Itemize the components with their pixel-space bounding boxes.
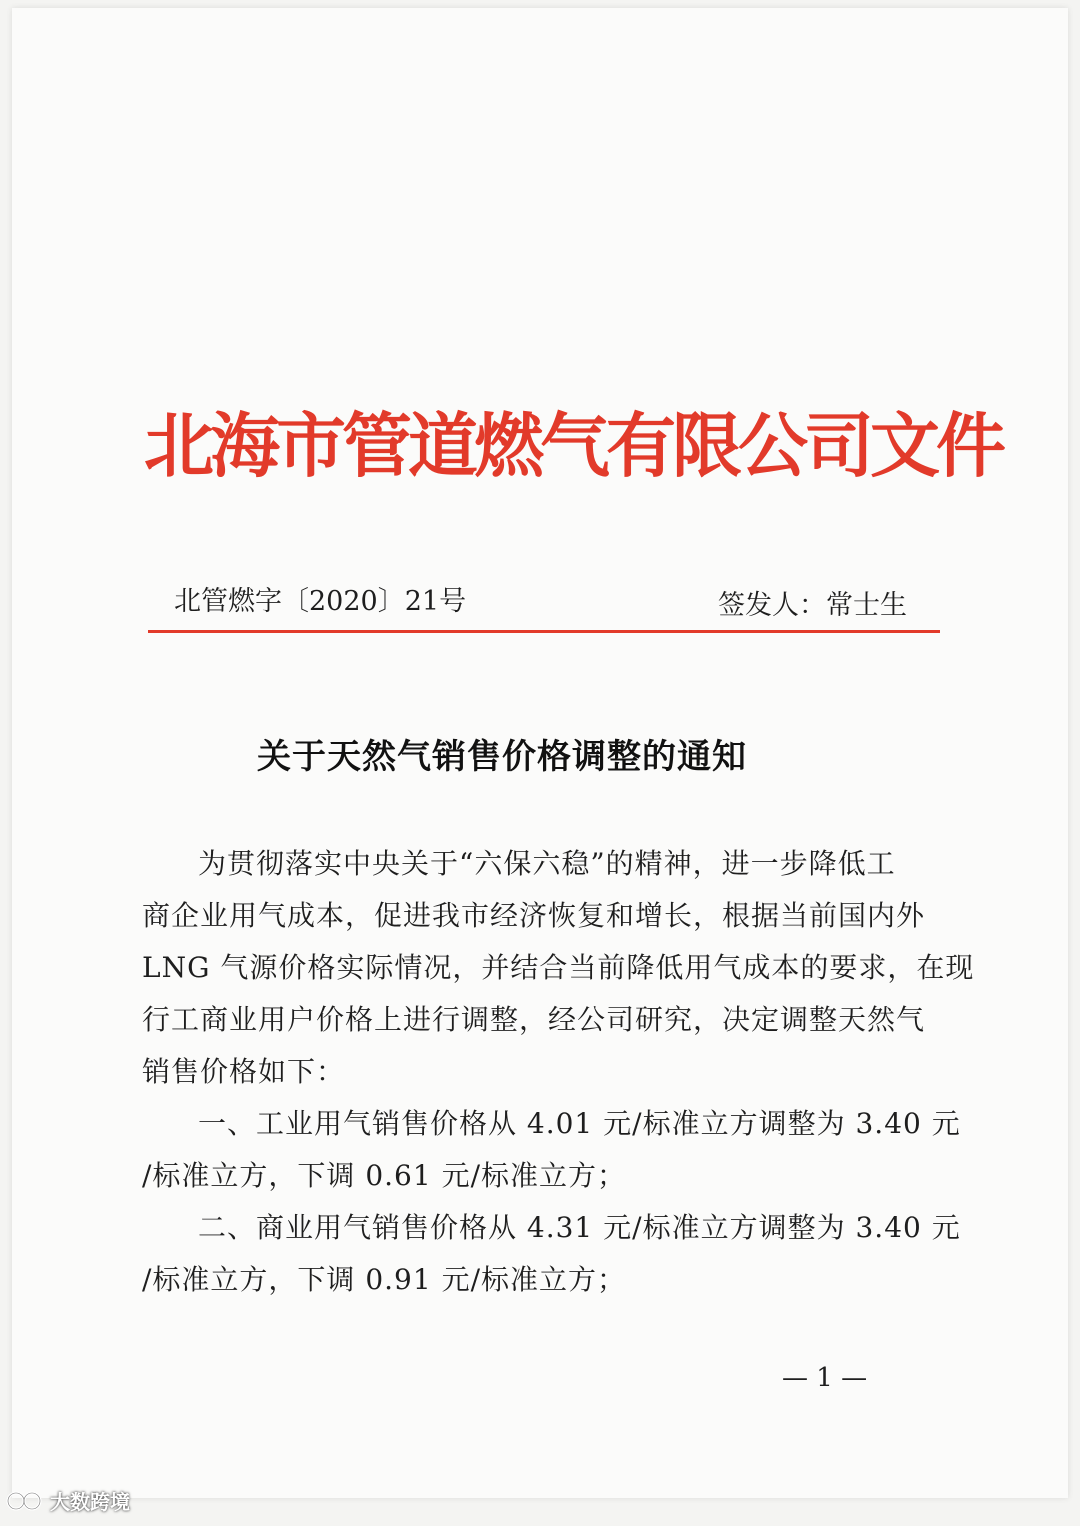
watermark-logo-icon	[6, 1488, 44, 1514]
body-line-7: /标准立方，下调 0.61 元/标准立方；	[142, 1159, 627, 1192]
body-line-5: 销售价格如下：	[142, 1055, 346, 1088]
body-line-1: 为贯彻落实中央关于“六保六稳”的精神，进一步降低工	[198, 847, 896, 880]
document-page	[12, 8, 1068, 1498]
watermark-text: 大数跨境	[50, 1490, 130, 1514]
red-divider	[148, 630, 940, 633]
body-line-6: 一、工业用气销售价格从 4.01 元/标准立方调整为 3.40 元	[198, 1107, 961, 1140]
body-line-3: LNG 气源价格实际情况，并结合当前降低用气成本的要求，在现	[142, 951, 975, 984]
body-line-4: 行工商业用户价格上进行调整，经公司研究，决定调整天然气	[142, 1003, 926, 1036]
document-header-title: 北海市管道燃气有限公司文件	[144, 404, 1002, 487]
body-line-2: 商企业用气成本，促进我市经济恢复和增长，根据当前国内外	[142, 899, 926, 932]
body-line-8: 二、商业用气销售价格从 4.31 元/标准立方调整为 3.40 元	[198, 1211, 961, 1244]
body-line-9: /标准立方，下调 0.91 元/标准立方；	[142, 1263, 627, 1296]
watermark	[6, 1486, 130, 1515]
page-number: — 1 —	[782, 1363, 868, 1393]
notice-title: 关于天然气销售价格调整的通知	[257, 737, 747, 777]
document-number: 北管燃字〔2020〕21号	[174, 586, 467, 617]
issuer: 签发人：常士生	[718, 590, 907, 621]
